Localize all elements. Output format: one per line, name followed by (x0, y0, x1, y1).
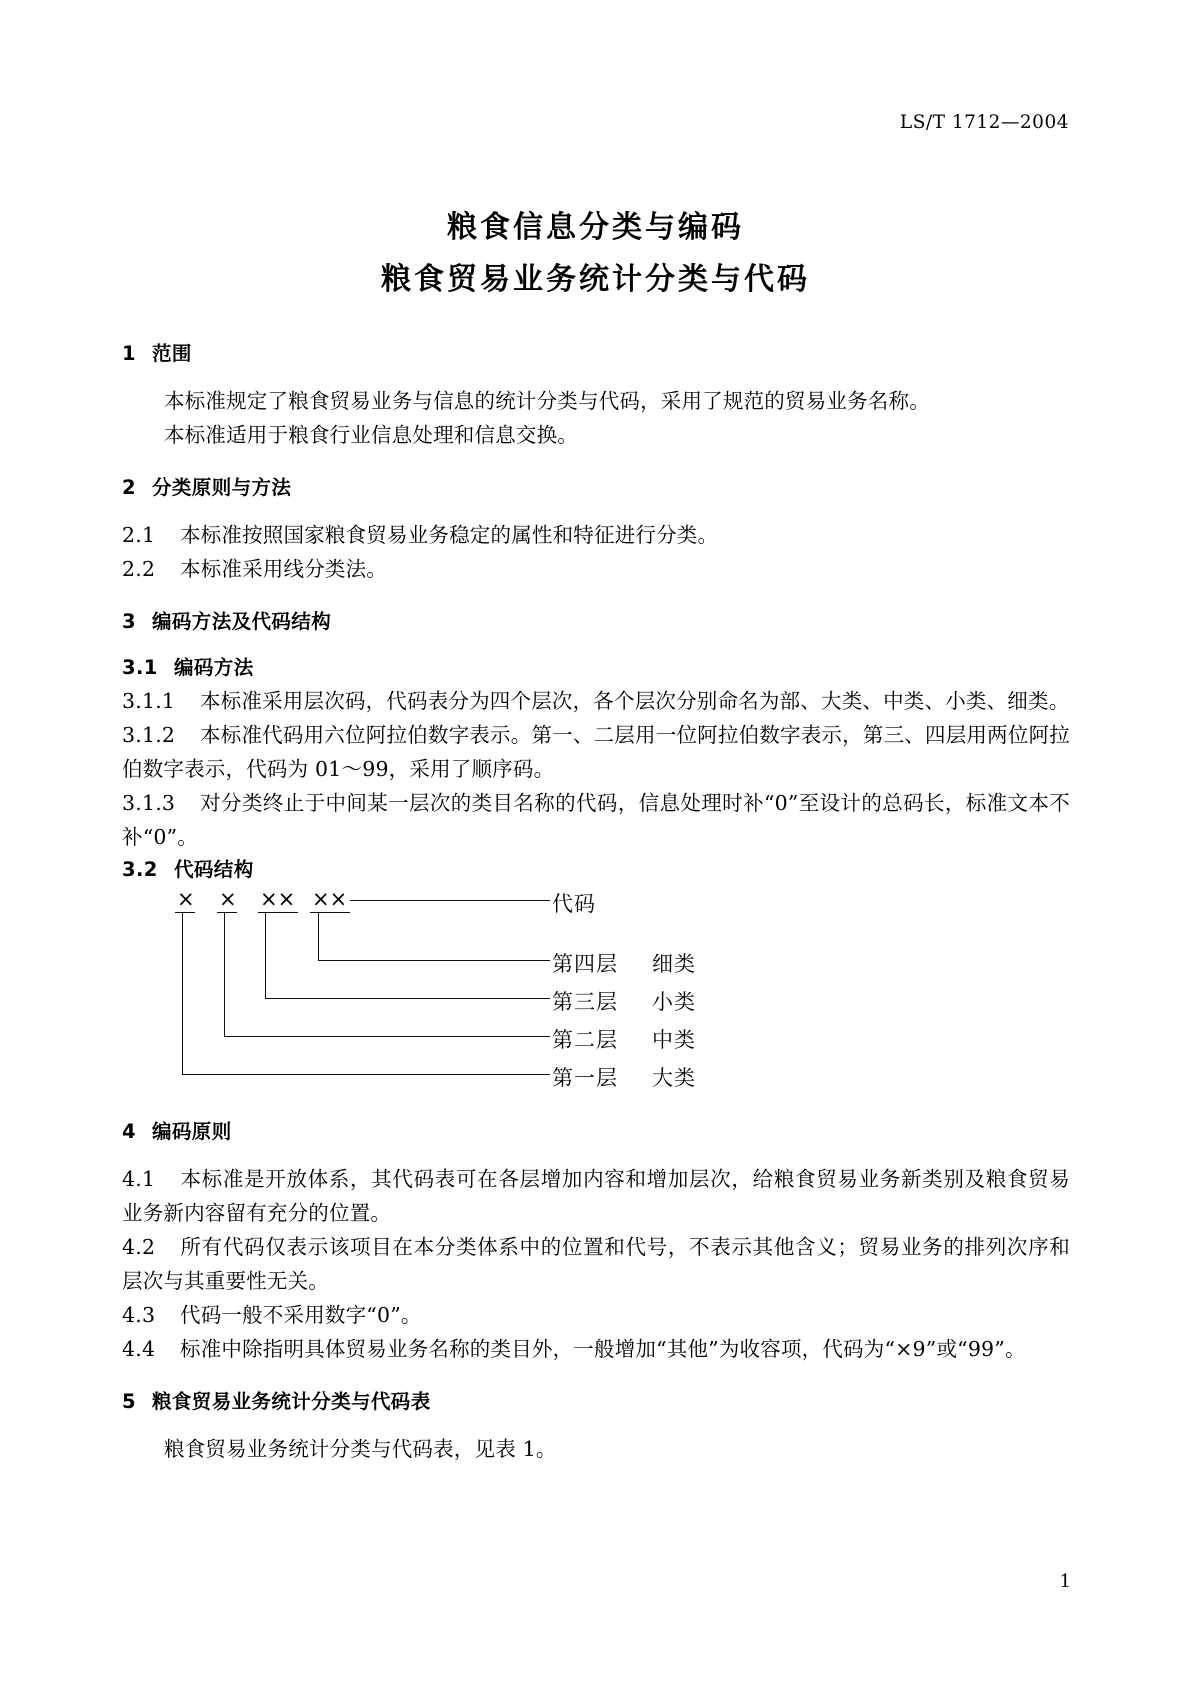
diagram-layer-label-2: 第二层 (552, 1028, 618, 1052)
code-mark-underline-4 (310, 912, 350, 913)
leader-vline-layer-3 (265, 912, 266, 998)
running-header-standard-number: LS/T 1712—2004 (899, 112, 1069, 133)
document-title-line-1: 粮食信息分类与编码 (447, 210, 744, 245)
clause-text-3-1-3: 对分类终止于中间某一层次的类目名称的代码，信息处理时补“0”至设计的总码长，标准文本不补“0”。 (122, 791, 1070, 849)
section-1-paragraph-2: 本标准适用于粮食行业信息处理和信息交换。 (164, 423, 578, 447)
clause-number-2-1: 2.1 (122, 523, 156, 547)
diagram-category-name-4: 细类 (652, 952, 696, 976)
diagram-category-name-3: 小类 (652, 990, 696, 1014)
document-body (122, 338, 1070, 1466)
leader-vline-layer-2 (224, 912, 225, 1036)
clause-text-3-1-1: 本标准采用层次码，代码表分为四个层次，各个层次分别命名为部、大类、中类、小类、细类。 (200, 689, 1070, 713)
code-mark-layer-3: ×× (260, 887, 296, 911)
section-number-2: 2 (122, 476, 136, 499)
section-number-5: 5 (122, 1390, 136, 1413)
section-5-paragraph-1: 粮食贸易业务统计分类与代码表，见表 1。 (164, 1437, 557, 1461)
code-mark-underline-2 (217, 912, 237, 913)
diagram-layer-label-4: 第四层 (552, 952, 618, 976)
leader-vline-layer-4 (318, 912, 319, 960)
section-number-3-1: 3.1 (122, 656, 158, 679)
section-title-3-2: 代码结构 (174, 858, 254, 881)
section-title-3-1: 编码方法 (174, 656, 254, 679)
diagram-label-code: 代码 (552, 892, 596, 916)
clause-number-3-1-2: 3.1.2 (122, 723, 176, 747)
leader-hline-layer-2 (224, 1036, 550, 1037)
clause-number-4-2: 4.2 (122, 1235, 156, 1259)
clause-text-3-1-2: 本标准代码用六位阿拉伯数字表示。第一、二层用一位阿拉伯数字表示，第三、四层用两位阿拉伯数字表示，代码为 01～99，采用了顺序码。 (122, 723, 1070, 781)
code-structure-diagram (122, 888, 1070, 1106)
section-heading-2 (122, 472, 1070, 500)
section-title-3: 编码方法及代码结构 (152, 610, 332, 633)
code-mark-layer-1: × (177, 887, 195, 911)
page-number: 1 (1059, 1571, 1071, 1592)
leader-hline-layer-3 (265, 998, 550, 999)
document-title-line-2: 粮食贸易业务统计分类与代码 (381, 262, 810, 297)
clause-text-4-3: 代码一般不采用数字“0”。 (180, 1303, 422, 1327)
clause-3-1-3 (122, 786, 1070, 854)
clause-3-1-1 (122, 684, 1070, 718)
section-title-5: 粮食贸易业务统计分类与代码表 (152, 1390, 431, 1413)
section-1-paragraph-1: 本标准规定了粮食贸易业务与信息的统计分类与代码，采用了规范的贸易业务名称。 (164, 389, 930, 413)
clause-text-4-2: 所有代码仅表示该项目在本分类体系中的位置和代号，不表示其他含义；贸易业务的排列次序和层次与其重要性无关。 (122, 1235, 1070, 1293)
diagram-layer-label-1: 第一层 (552, 1066, 618, 1090)
clause-4-2 (122, 1230, 1070, 1298)
clause-number-4-3: 4.3 (122, 1303, 156, 1327)
clause-text-2-2: 本标准采用线分类法。 (180, 557, 387, 581)
section-heading-5 (122, 1386, 1070, 1414)
clause-4-4 (122, 1332, 1070, 1366)
clause-3-1-2 (122, 718, 1070, 786)
section-number-3: 3 (122, 610, 136, 633)
code-mark-underline-1 (175, 912, 195, 913)
clause-number-4-4: 4.4 (122, 1337, 156, 1361)
clause-number-2-2: 2.2 (122, 557, 156, 581)
code-mark-layer-4: ×× (312, 887, 348, 911)
document-title-block (0, 205, 1191, 303)
clause-number-3-1-1: 3.1.1 (122, 689, 176, 713)
section-number-1: 1 (122, 342, 136, 365)
diagram-category-name-2: 中类 (652, 1028, 696, 1052)
clause-text-4-1: 本标准是开放体系，其代码表可在各层增加内容和增加层次，给粮食贸易业务新类别及粮食贸易业务新内容留有充分的位置。 (122, 1167, 1070, 1225)
section-heading-3-2 (122, 854, 1070, 882)
clause-4-1 (122, 1162, 1070, 1230)
clause-2-1 (122, 518, 1070, 552)
section-title-1: 范围 (152, 342, 192, 365)
clause-text-2-1: 本标准按照国家粮食贸易业务稳定的属性和特征进行分类。 (180, 523, 719, 547)
section-number-3-2: 3.2 (122, 858, 158, 881)
clause-number-4-1: 4.1 (122, 1167, 156, 1191)
section-heading-1 (122, 338, 1070, 366)
leader-vline-layer-1 (182, 912, 183, 1074)
section-heading-3-1 (122, 652, 1070, 680)
clause-4-3 (122, 1298, 1070, 1332)
section-title-2: 分类原则与方法 (152, 476, 292, 499)
diagram-category-name-1: 大类 (652, 1066, 696, 1090)
section-title-4: 编码原则 (152, 1120, 232, 1143)
code-mark-layer-2: × (219, 887, 237, 911)
section-number-4: 4 (122, 1120, 136, 1143)
leader-line-code (350, 900, 550, 901)
clause-text-4-4: 标准中除指明具体贸易业务名称的类目外，一般增加“其他”为收容项，代码为“×9”或“99”。 (180, 1337, 1026, 1361)
code-mark-underline-3 (258, 912, 298, 913)
section-heading-3 (122, 606, 1070, 634)
leader-hline-layer-4 (318, 960, 550, 961)
leader-hline-layer-1 (182, 1074, 550, 1075)
section-heading-4 (122, 1116, 1070, 1144)
clause-number-3-1-3: 3.1.3 (122, 791, 176, 815)
clause-2-2 (122, 552, 1070, 586)
diagram-layer-label-3: 第三层 (552, 990, 618, 1014)
